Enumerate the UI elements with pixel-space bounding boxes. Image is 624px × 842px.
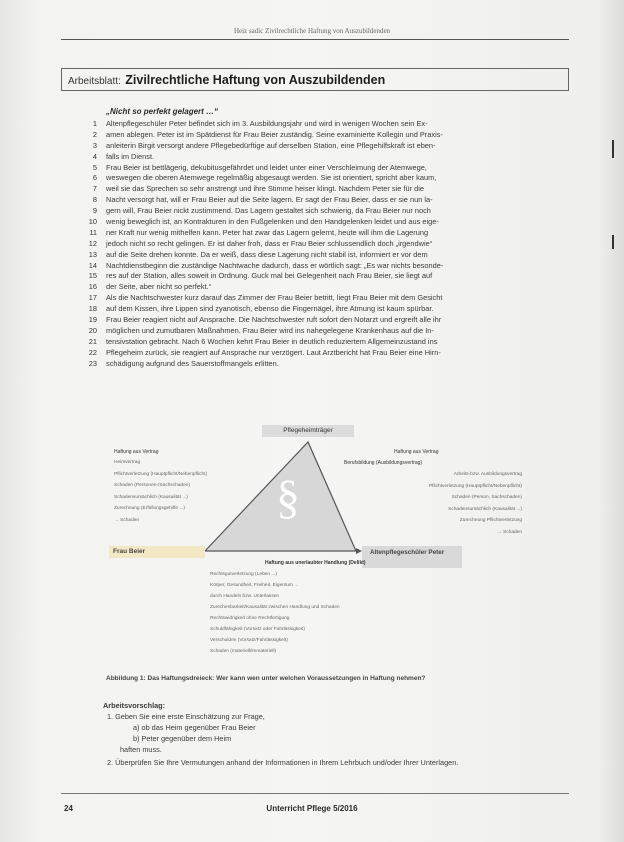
line-text: falls im Dienst. (106, 151, 155, 161)
text-line (85, 173, 570, 184)
label-pflegeheimtraeger: Pflegeheimträger (262, 425, 354, 437)
diagram-list-item: → Schaden (496, 529, 522, 535)
line-text: auf die Seite drehen konnte. Da er weiß, dass diese Lagerung nicht stabil ist, informiert er vor dem (106, 249, 428, 259)
text-line (85, 282, 570, 293)
right-subheading: Berufsbildung (Ausbildungsvertrag) (344, 460, 423, 466)
worksheet-title-box (61, 68, 569, 91)
text-line (85, 152, 570, 163)
line-text: Frau Beier reagiert nicht auf Ansprache. Die Nachtschwester ruft sofort den Notarzt und ergreift alle ihr (106, 315, 442, 325)
diagram-list-item: durch Handeln bzw. Unterlassen (210, 594, 280, 599)
line-number: 5 (92, 162, 97, 172)
text-line (85, 315, 570, 326)
figure-caption: Abbildung 1: Das Haftungsdreieck: Wer kann wen unter welchen Voraussetzungen in Haftung nehmen? (106, 675, 426, 682)
diagram-list-item: Rechtsgutverletzung (Leben ...) (210, 572, 277, 577)
page-title: Zivilrechtliche Haftung von Auszubildenden (125, 73, 386, 87)
line-text: amen ablegen. Peter ist im Spätdienst für Frau Beier zuständig. Seine examinierte Kollegin und Praxis- (106, 129, 443, 139)
header-rule (61, 39, 569, 40)
text-line (85, 206, 570, 217)
line-number: 4 (92, 151, 97, 161)
line-number: 12 (88, 238, 97, 248)
text-line (85, 271, 570, 282)
running-header: Heiz sadic Zivilrechtliche Haftung von Auszubildenden (233, 27, 391, 35)
paragraph-symbol-icon: § (276, 471, 300, 524)
line-text: weil sie das Sprechen so sehr anstrengt und ihre Stimme heiser klingt. Nachdem Peter sie für die (106, 184, 424, 194)
diagram-list-item: Körper, Gesundheit, Freiheit, Eigentum ... (210, 583, 299, 588)
text-line (85, 261, 570, 272)
right-heading: Haftung aus Vertrag (394, 449, 439, 455)
text-line (85, 217, 570, 228)
line-number: 14 (88, 260, 97, 270)
line-text: wenig beweglich ist, an Kontrakturen in den Fußgelenken und den Handgelenken leidet und aus eige- (106, 217, 439, 227)
line-number: 22 (88, 347, 97, 357)
line-number: 15 (88, 271, 97, 281)
diagram-list-item: Schadensursächlich (Kausalität ...) (448, 506, 522, 512)
diagram-list-item: Schuldfähigkeit (Vorsatz oder Fahrlässigkeit) (210, 627, 305, 632)
journal-name: Unterricht Pflege 5/2016 (266, 804, 358, 813)
line-number: 20 (88, 325, 97, 335)
text-line (85, 359, 570, 370)
diagram-list-item: Pflichtverletzung (Hauptpflicht/Nebenpflicht) (428, 483, 522, 489)
task-heading: Arbeitsvorschlag: (103, 701, 166, 710)
left-heading: Haftung aus Vertrag (114, 449, 159, 455)
bottom-heading: Haftung aus unerlaubter Handlung (Delikt) (265, 560, 366, 566)
text-line (85, 141, 570, 152)
label-peter: Altenpflegeschüler Peter (362, 546, 462, 568)
task-item: a) ob das Heim gegenüber Frau Beier (133, 723, 256, 732)
task-item: 1. Geben Sie eine erste Einschätzung zur Frage, (107, 712, 265, 721)
task-item: haften muss. (120, 745, 162, 754)
diagram-list-item: Schaden (Personen-/Sachschaden) (114, 483, 190, 488)
diagram-list-item: Heimvertrag (114, 460, 141, 465)
text-line (85, 184, 570, 195)
line-number: 1 (92, 119, 97, 128)
diagram-list-item: Verschulden (Vorsatz/Fahrlässigkeit) (210, 638, 288, 643)
footer-rule (61, 793, 569, 794)
line-text: tensivstation gebracht. Nach 6 Wochen kehrt Frau Beier in deutlich reduziertem Allgemeinzustand ins (106, 336, 438, 346)
page-number: 24 (64, 804, 73, 813)
line-number: 9 (92, 206, 97, 216)
story-heading: „Nicht so perfekt gelagert …“ (106, 107, 219, 116)
diagram-list-item: → Schaden (114, 517, 140, 523)
text-line (85, 119, 570, 130)
line-number: 2 (92, 129, 97, 139)
diagram-list-item: Schaden (materiell/immateriell) (210, 649, 277, 654)
line-text: Als die Nachtschwester kurz darauf das Zimmer der Frau Beier betritt, liegt Frau Beier mit dem Gesicht (106, 293, 443, 303)
line-text: res auf der Station, alles soweit in Ordnung. Guck mal bei Gelegenheit nach Frau Beier, sie liegt auf (106, 271, 433, 281)
text-line (85, 195, 570, 206)
line-number: 23 (88, 358, 97, 368)
diagram-list-item: Zurechnung (Erfüllungsgehilfe ...) (114, 506, 185, 511)
title-prefix: Arbeitsblatt: (68, 76, 121, 87)
line-text: gern will, Frau Beier nickt zustimmend. Das Lagern gestaltet sich schwierig, da Frau Beier nur noch (106, 206, 431, 216)
text-line (85, 337, 570, 348)
diagram-list-item: Zurechenbarkeit/Kausalität zwischen Handlung und Schaden (210, 605, 340, 610)
task-item: 2. Überprüfen Sie Ihre Vermutungen anhand der Informationen in Ihrem Lehrbuch und/oder Ihrer Unterlagen. (107, 758, 459, 767)
text-line (85, 239, 570, 250)
line-text: Frau Beier ist bettlägerig, dekubitusgefährdet und leidet unter einer Verschleimung der Atemwege, (106, 162, 427, 172)
diagram-list-item: Arbeits-bzw. Ausbildungsvertrag (453, 472, 522, 477)
text-line (85, 293, 570, 304)
line-number: 19 (88, 315, 97, 325)
line-number: 3 (92, 140, 97, 150)
line-number: 8 (92, 195, 97, 205)
line-text: auf dem Kissen, ihre Lippen sind zyanotisch, ebenso die Fingernägel, ihre Atmung ist kaum spürbar. (106, 304, 434, 314)
line-text: der Seite, aber nicht so perfekt.“ (106, 282, 212, 292)
line-text: jedoch nicht so recht gelingen. Er ist daher froh, dass er Frau Beier schlussendlich doch „irgendwie“ (106, 238, 433, 248)
line-number: 6 (92, 173, 97, 183)
diagram-list-item: Pflichtverletzung (Hauptpflicht/Nebenpflicht) (114, 471, 208, 477)
line-text: Altenpflegeschüler Peter befindet sich im 3. Ausbildungsjahr und wird in wenigen Wochen sein Ex- (106, 119, 428, 128)
text-line (85, 228, 570, 239)
line-number: 17 (88, 293, 97, 303)
line-text: weswegen die oberen Atemwege regelmäßig abgesaugt werden. Sie ist orientiert, spricht aber kaum, (106, 173, 437, 183)
line-text: Nachtdienstbeginn die zuständige Nachtwache dadurch, dass er wörtlich sagt: „Es war nichts besonde- (106, 260, 444, 270)
case-text (85, 119, 570, 369)
task-item: b) Peter gegenüber dem Heim (133, 734, 232, 743)
line-text: Nacht versorgt hat, will er Frau Beier auf die Seite lagern. Er sagt der Frau Beier, dass er sie nun la- (106, 195, 433, 205)
text-line (85, 348, 570, 359)
line-number: 13 (88, 249, 97, 259)
line-text: möglichen und zumutbaren Maßnahmen. Frau Beier wird ins nahegelegene Krankenhaus auf die In- (106, 325, 434, 335)
line-number: 21 (88, 336, 97, 346)
line-text: Pflegeheim zurück, sie reagiert auf Ansprache nur verzögert. Laut Arztbericht hat Frau Beier eine Hirn- (106, 347, 441, 357)
text-line (85, 304, 570, 315)
diagram-list-item: Zurechnung Pflichtverletzung (459, 518, 522, 523)
diagram-list-item: Schaden (Person, Sachschaden) (451, 495, 522, 500)
line-text: ner Kraft nur wenig mithelfen kann. Peter hat zwar das Lagern gelernt, heute will ihm die Lagerung (106, 227, 429, 237)
line-number: 7 (92, 184, 97, 194)
line-number: 16 (88, 282, 97, 292)
text-line (85, 250, 570, 261)
diagram-list-item: Rechtswidrigkeit ohne Rechtfertigung (210, 616, 290, 621)
line-number: 10 (88, 217, 97, 227)
text-line (85, 163, 570, 174)
diagram-list-item: Schadensursächlich (Kausalität ...) (114, 494, 188, 500)
text-line (85, 326, 570, 337)
scan-edge-mark (612, 140, 614, 158)
line-number: 11 (89, 227, 97, 237)
line-text: schädigung aufgrund des Sauerstoffmangels erlitten. (106, 358, 279, 368)
scan-edge-mark (612, 235, 614, 249)
label-frau-beier: Frau Beier (109, 546, 205, 558)
liability-triangle-diagram (98, 420, 538, 675)
text-line (85, 130, 570, 141)
line-number: 18 (88, 304, 97, 314)
line-text: anleiterin Birgit versorgt andere Pflegebedürftige auf derselben Station, eine Pflegehilfskraft ist eben- (106, 140, 436, 150)
